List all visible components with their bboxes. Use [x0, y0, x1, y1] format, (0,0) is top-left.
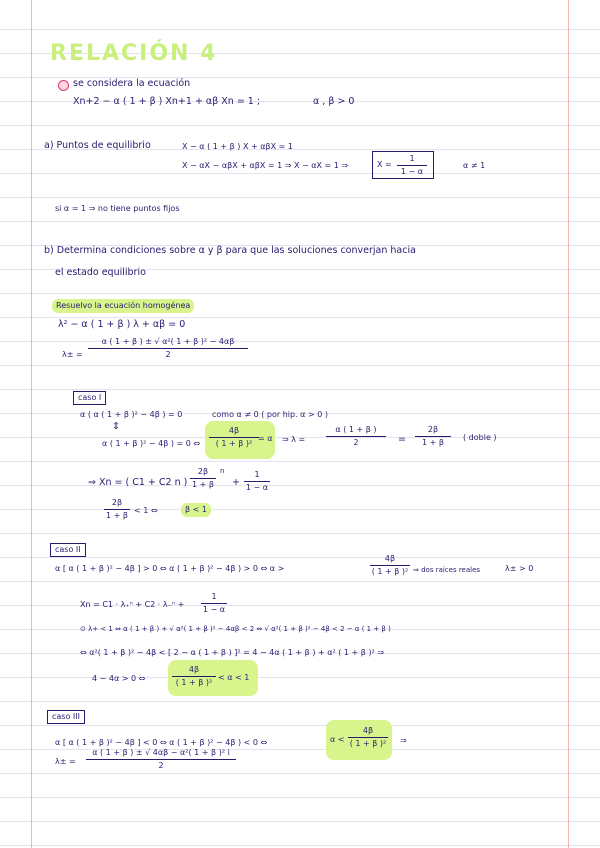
- case-3-root-den: 2: [158, 761, 164, 770]
- boxed-lhs: X =: [377, 160, 392, 169]
- case-1-cond-den: 1 + β: [106, 511, 128, 520]
- part-b-label-2: el estado equilibrio: [55, 267, 146, 278]
- case-3-hl-lhs: α <: [330, 735, 345, 744]
- case-1-label: caso I: [73, 391, 106, 405]
- bullet-icon: [58, 80, 69, 91]
- case-1-lambda-fraction: [326, 425, 386, 448]
- case-2-line1: α [ α ( 1 + β )² − 4β ] > 0 ⇔ α ( 1 + β )² − 4β ) > 0 ⇔ α >: [55, 564, 285, 573]
- boxed-fraction: [397, 154, 427, 177]
- case-1-cond-tail: < 1 ⇔: [134, 506, 158, 515]
- boxed-num: 1: [409, 154, 415, 163]
- case-2-line5: 4 − 4α > 0 ⇔: [92, 674, 146, 683]
- case-2-xn-fraction: [201, 592, 227, 615]
- case-2-label: caso II: [50, 543, 86, 557]
- case-2-l1-num: 4β: [384, 554, 396, 563]
- case-3-label: caso III: [47, 710, 85, 724]
- case-2-line4: ⇔ α²( 1 + β )² − 4β < [ 2 − α ( 1 + β ) ]² = 4 − 4α ( 1 + β ) + α² ( 1 + β )² ⇒: [80, 648, 385, 657]
- case-1-double: ( doble ): [463, 433, 497, 442]
- case-2-highlight: [168, 660, 258, 696]
- case-1-highlight: [205, 421, 275, 459]
- case-3-highlight: [326, 720, 392, 760]
- case-1-xn-c-den: 1 − α: [245, 483, 269, 492]
- case-2-hl-tail: < α < 1: [218, 673, 250, 682]
- case-1-xn-num: 2β: [197, 467, 209, 476]
- part-a-note: si α = 1 ⇒ no tiene puntos fijos: [55, 204, 180, 213]
- case-3-hl-fraction: [348, 726, 388, 749]
- case-2-l1-end: λ± > 0: [505, 564, 534, 573]
- case-1-xn-c-fraction: [244, 470, 270, 493]
- part-b-label-1: b) Determina condiciones sobre α y β para que las soluciones converjan hacia: [44, 245, 416, 256]
- case-2-line3: ⊙ λ+ < 1 ⇔ α ( 1 + β ) + √ α²( 1 + β )² − 4αβ < 2 ⇔ √ α²( 1 + β )² − 4β < 2 − α ( 1 + β ): [80, 625, 391, 633]
- case-1-xn-plus: +: [232, 477, 240, 488]
- case-3-root-num: α ( 1 + β ) ± √ 4αβ − α²( 1 + β )² i: [92, 748, 230, 757]
- part-a-step2: X − αX − αβX + αβX = 1 ⇒ X − αX = 1 ⇒: [182, 161, 349, 170]
- case-1-line2: α ( 1 + β )² − 4β ) = 0 ⇔: [102, 439, 201, 448]
- root-lhs: λ± =: [62, 350, 83, 359]
- case-3-line1: α [ α ( 1 + β )² − 4β ] < 0 ⇔ α ( 1 + β )² − 4β ) < 0 ⇔: [55, 738, 268, 747]
- characteristic-equation: λ² − α ( 1 + β ) λ + αβ = 0: [58, 319, 186, 330]
- case-1-cond-fraction: [104, 498, 130, 521]
- root-fraction: [88, 337, 248, 360]
- case-3-hl-num: 4β: [362, 726, 374, 735]
- page-title: RELACIÓN 4: [50, 41, 218, 66]
- case-2-l1-fraction: [370, 554, 410, 577]
- case-1-cond-num: 2β: [111, 498, 123, 507]
- boxed-den: 1 − α: [400, 167, 424, 176]
- root-den: 2: [165, 350, 171, 359]
- case-2-hl-fraction: [172, 665, 216, 688]
- intro-params: α , β > 0: [313, 96, 355, 107]
- boxed-result: [372, 151, 434, 179]
- case-1-hl-den: ( 1 + β )²: [215, 439, 253, 448]
- case-3-hl-den: ( 1 + β )²: [349, 739, 387, 748]
- root-num: α ( 1 + β ) ± √ α²( 1 + β )² − 4αβ: [101, 337, 235, 346]
- case-1-equiv-arrow: ⇕: [112, 421, 120, 432]
- case-1-note: como α ≠ 0 ( por hip. α > 0 ): [212, 410, 328, 419]
- case-1-xn-den: 1 + β: [192, 480, 214, 489]
- intro-equation: Xn+2 − α ( 1 + β ) Xn+1 + αβ Xn = 1 ;: [73, 96, 261, 107]
- case-1-xn-c-num: 1: [254, 470, 260, 479]
- case-3-root-lhs: λ± =: [55, 757, 76, 766]
- case-1-lambda-num: α ( 1 + β ): [335, 425, 377, 434]
- case-2-hl-num: 4β: [188, 665, 200, 674]
- case-1-lambda-lhs: ⇒ λ =: [282, 435, 306, 444]
- case-1-xn-fraction: [190, 467, 216, 490]
- case-2-xn: Xn = C1 · λ₊ⁿ + C2 · λ₋ⁿ +: [80, 600, 185, 609]
- case-1-xn-exp: n: [220, 467, 225, 475]
- case-2-xn-num: 1: [211, 592, 217, 601]
- case-1-lambda-den: 2: [353, 438, 359, 447]
- case-1-equals: =: [398, 434, 406, 445]
- case-1-hl-tail: = α: [258, 434, 273, 443]
- part-a-label: a) Puntos de equilibrio: [44, 140, 151, 151]
- case-3-root-fraction: [86, 748, 236, 771]
- homogeneous-highlight: Resuelvo la ecuación homogénea: [52, 299, 194, 313]
- case-1-lambda2-den: 1 + β: [422, 438, 444, 447]
- case-2-note: ⇒ dos raíces reales: [413, 566, 481, 574]
- case-3-tail: ⇒: [400, 736, 407, 745]
- case-2-xn-den: 1 − α: [202, 605, 226, 614]
- case-1-line1: α ( α ( 1 + β )² − 4β ) = 0: [80, 410, 183, 419]
- part-a-condition: α ≠ 1: [463, 161, 486, 170]
- case-1-hl-num: 4β: [228, 426, 240, 435]
- case-1-hl-fraction: [209, 426, 259, 449]
- case-2-hl-den: ( 1 + β )²: [175, 678, 213, 687]
- case-1-lambda2-num: 2β: [427, 425, 439, 434]
- intro-line: se considera la ecuación: [73, 78, 191, 89]
- case-1-result-highlight: β < 1: [181, 503, 211, 517]
- case-1-lambda2-fraction: [415, 425, 451, 448]
- case-1-xn: ⇒ Xn = ( C1 + C2 n ): [88, 477, 188, 488]
- case-2-l1-den: ( 1 + β )²: [371, 567, 409, 576]
- part-a-step1: X − α ( 1 + β ) X + αβX = 1: [182, 142, 293, 151]
